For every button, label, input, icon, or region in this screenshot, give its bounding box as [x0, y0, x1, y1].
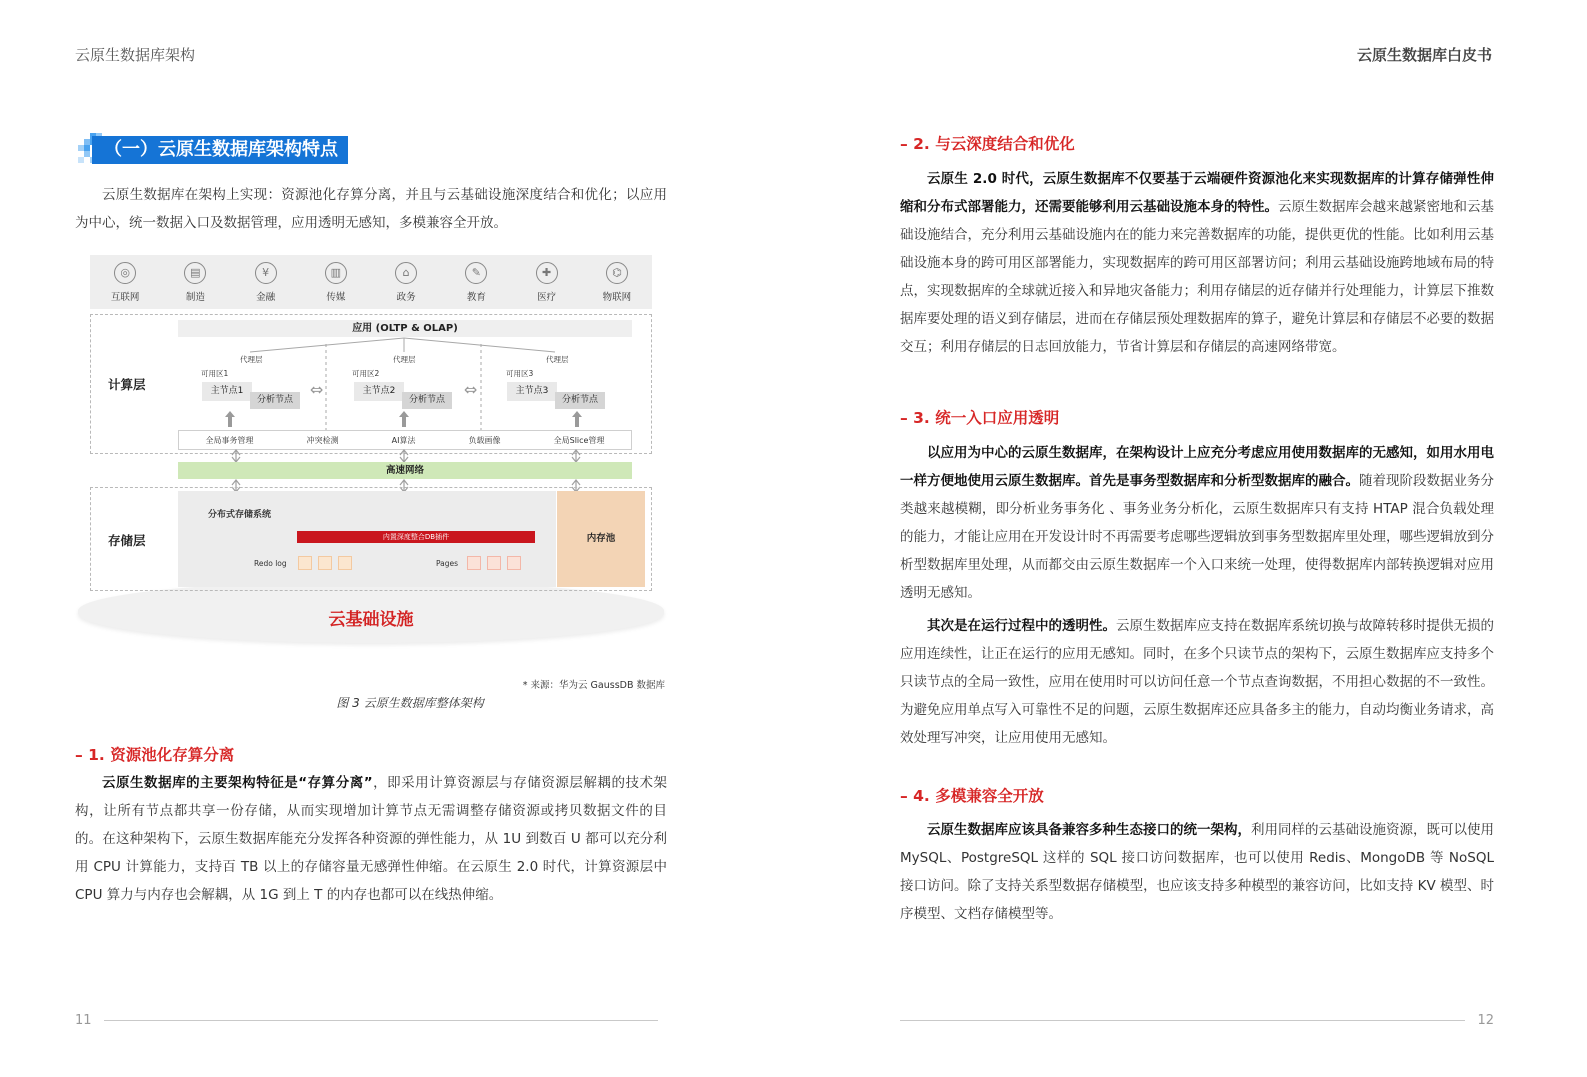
application-bar: 应用 (OLTP & OLAP) — [178, 320, 632, 337]
running-head-right: 云原生数据库白皮书 — [1356, 46, 1492, 64]
up-arrow-icon — [399, 411, 409, 427]
zone-2: 可用区2 — [352, 369, 380, 378]
subsection-3-paragraph-1 — [900, 439, 1494, 607]
network-bar: 高速网络 — [178, 462, 632, 479]
subsection-4-paragraph — [900, 816, 1494, 928]
emphasis: 云原生 2.0 时代，云原生数据库不仅要基于云端硬件资源池化来实现数据库的计算存储弹性伸缩和分布式部署能力，还需要能够利用云基础设施本身的特性。 — [900, 171, 1494, 215]
compute-layer-label: 计算层 — [108, 377, 146, 392]
page-number: 11 — [75, 1012, 92, 1028]
storage-system-label: 分布式存储系统 — [208, 510, 272, 520]
industry-government: ⌂ 政务 — [376, 262, 436, 303]
emphasis: 云原生数据库应该具备兼容多种生态接口的统一架构， — [927, 822, 1251, 838]
right-page — [794, 0, 1587, 1077]
memory-pool: 内存池 — [557, 491, 645, 587]
primary-node-1: 主节点1 — [202, 382, 252, 401]
section-title: （一）云原生数据库架构特点 — [92, 136, 348, 164]
running-head-left: 云原生数据库架构 — [75, 46, 196, 64]
zone-1: 可用区1 — [201, 369, 229, 378]
left-page — [0, 0, 793, 1077]
education-icon: ✎ — [465, 262, 487, 284]
plugin-bar: 内置深度整合DB插件 — [297, 531, 535, 543]
industry-finance: ¥ 金融 — [236, 262, 296, 303]
log-block — [338, 556, 352, 570]
primary-node-3: 主节点3 — [507, 382, 557, 401]
footer-rule — [104, 1020, 658, 1021]
body-text: 利用同样的云基础设施资源，既可以使用 MySQL、PostgreSQL 这样的 SQL 接口访问数据库，也可以使用 Redis、MongoDB 等 NoSQL 接口访问。除了支持关系型数据存储模型，也应该支持多种模型的兼容访问，比如支持 KV 模型、时序模型、文档存储模型等。 — [900, 822, 1494, 922]
emphasis: 云原生数据库的主要架构特征是“存算分离” — [102, 775, 373, 791]
emphasis: 其次是在运行过程中的透明性。 — [927, 618, 1116, 634]
service-item: 全局Slice管理 — [553, 435, 605, 445]
intro-paragraph: 云原生数据库在架构上实现：资源池化存算分离，并且与云基础设施深度结合和优化；以应用为中心，统一数据入口及数据管理，应用透明无感知，多模兼容全开放。 — [75, 187, 667, 231]
zone-3: 可用区3 — [506, 369, 534, 378]
section-title-banner — [78, 133, 348, 167]
up-arrow-icon — [225, 411, 235, 427]
storage-layer-label: 存储层 — [108, 533, 146, 548]
architecture-diagram — [90, 255, 652, 650]
government-icon: ⌂ — [395, 262, 417, 284]
coin-icon: ¥ — [255, 262, 277, 284]
body-text: 云原生数据库会越来越紧密地和云基础设施结合，充分利用云基础设施内在的能力来完善数据库的功能，提供更优的性能。比如利用云基础设施本身的跨可用区部署能力，实现数据库的跨可用区部署访问；利用云基础设施跨地域布局的特点，实现数据库的全球就近接入和异地灾备能力；利用存储层的近存储并行处理能力，计算层下推数据库要处理的语义到存储层，进而在存储层预处理数据库的算子，避免计算层和存储层不必要的数据交互；利用存储层的日志回放能力，节省计算层和存储层的高速网络带宽。 — [900, 199, 1494, 355]
subsection-3-heading: – 3. 统一入口应用透明 — [900, 409, 1060, 427]
proxy-2: 代理层 — [393, 355, 416, 364]
page-number: 12 — [1477, 1012, 1494, 1028]
page-block — [507, 556, 521, 570]
cloud-infra-label: 云基础设施 — [328, 610, 414, 630]
page-block — [487, 556, 501, 570]
figure-source: * 来源：华为云 GaussDB 数据库 — [522, 680, 665, 691]
subsection-2-heading: – 2. 与云深度结合和优化 — [900, 135, 1075, 153]
service-item: 负载画像 — [468, 435, 501, 445]
analysis-node-1: 分析节点 — [250, 392, 300, 409]
hospital-icon: ✚ — [536, 262, 558, 284]
footer-rule — [900, 1020, 1465, 1021]
industry-manufacturing: ▤ 制造 — [165, 262, 225, 303]
subsection-1-paragraph — [75, 769, 667, 909]
subsection-2-paragraph — [900, 165, 1494, 361]
figure-caption: 图 3 云原生数据库整体架构 — [336, 696, 484, 710]
subsection-1-heading: – 1. 资源池化存算分离 — [75, 746, 235, 764]
emphasis: 以应用为中心的云原生数据库，在架构设计上应充分考虑应用使用数据库的无感知，如用水用电一样方便地使用云原生数据库。首先是事务型数据库和分析型数据库的融合。 — [900, 445, 1494, 489]
up-arrow-icon — [572, 411, 582, 427]
body-text: 云原生数据库应支持在数据库系统切换与故障转移时提供无损的应用连续性，让正在运行的应用无感知。同时，在多个只读节点的架构下，云原生数据库应支持多个只读节点的全局一致性，应用在使用时可以访问任意一个节点查询数据，不用担心数据的不一致性。为避免应用单点写入可靠性不足的问题，云原生数据库还应具备多主的能力，自动均衡业务请求，高效处理写冲突，让应用使用无感知。 — [900, 618, 1494, 746]
globe-icon: ◎ — [114, 262, 136, 284]
redo-log-label: Redo log — [254, 559, 287, 568]
service-item: AI算法 — [391, 435, 416, 445]
service-item: 冲突检测 — [306, 435, 339, 445]
industry-healthcare: ✚ 医疗 — [517, 262, 577, 303]
log-block — [298, 556, 312, 570]
pages-label: Pages — [436, 559, 459, 568]
log-block — [318, 556, 332, 570]
body-text: 随着现阶段数据业务分类越来越模糊，即分析业务事务化 、事务业务分析化，云原生数据库只有支持 HTAP 混合负载处理的能力，才能让应用在开发设计时不再需要考虑哪些逻辑放到事务型数据库里处理，哪些逻辑放到分析型数据库里处理，从而都交由云原生数据库一个入口来统一处理，使得数据库内部转换逻辑对应用透明无感知。 — [900, 473, 1494, 601]
analysis-node-2: 分析节点 — [402, 392, 452, 409]
industry-education: ✎ 教育 — [446, 262, 506, 303]
primary-node-2: 主节点2 — [354, 382, 404, 401]
proxy-3: 代理层 — [546, 355, 569, 364]
subsection-4-heading: – 4. 多模兼容全开放 — [900, 787, 1044, 805]
body-text: ，即采用计算资源层与存储资源层解耦的技术架构，让所有节点都共享一份存储，从而实现增加计算节点无需调整存储资源或拷贝数据文件的目的。在这种架构下，云原生数据库能充分发挥各种资源的弹性能力，从 1U 到数百 U 都可以充分利用 CPU 计算能力，支持百 TB 以上的存储容量无感弹性伸缩。在云原生 2.0 时代，计算资源层中 CPU 算力与内存也会解耦，从 1G 到上 T 的内存也都可以在线热伸缩。 — [75, 775, 668, 903]
footer-right — [900, 1010, 1494, 1030]
proxy-1: 代理层 — [240, 355, 263, 364]
analysis-node-3: 分析节点 — [555, 392, 605, 409]
page-block — [467, 556, 481, 570]
industry-iot: ⌬ 物联网 — [587, 262, 647, 303]
factory-icon: ▤ — [184, 262, 206, 284]
building-icon: ▥ — [325, 262, 347, 284]
service-item: 全局事务管理 — [205, 435, 254, 445]
industry-media: ▥ 传媒 — [306, 262, 366, 303]
sync-arrow-icon: ⇔ — [464, 380, 478, 399]
industry-internet: ◎ 互联网 — [95, 262, 155, 303]
footer-left — [75, 1010, 670, 1030]
iot-icon: ⌬ — [606, 262, 628, 284]
subsection-3-paragraph-2 — [900, 612, 1494, 752]
sync-arrow-icon: ⇔ — [310, 380, 324, 399]
